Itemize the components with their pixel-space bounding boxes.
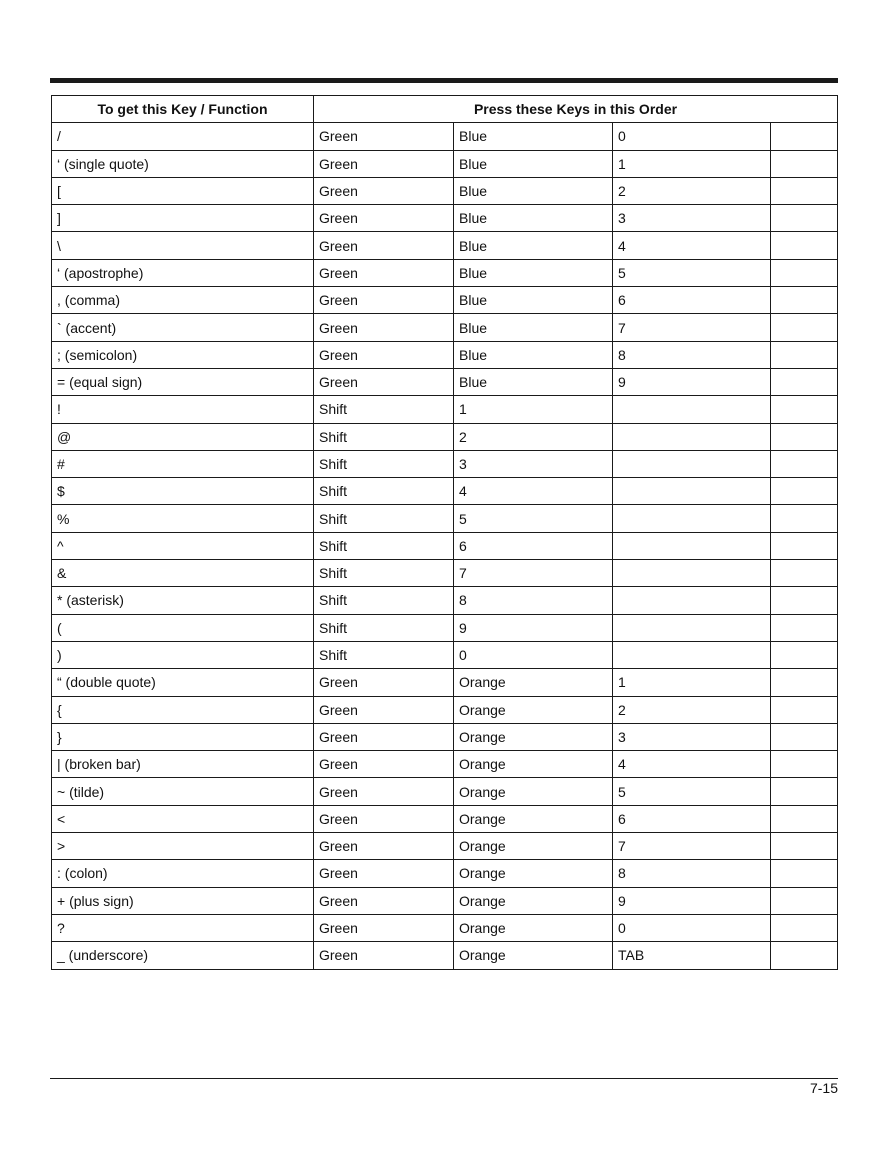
key-cell: 0: [454, 641, 613, 668]
key-cell: [613, 478, 771, 505]
table-row: [52, 505, 838, 532]
key-cell: Orange: [454, 805, 613, 832]
key-cell: [771, 614, 838, 641]
key-cell: Orange: [454, 914, 613, 941]
table-row: [52, 805, 838, 832]
function-cell: * (asterisk): [52, 587, 314, 614]
top-rule: [50, 78, 838, 83]
table-row: [52, 368, 838, 395]
table-row: [52, 751, 838, 778]
key-cell: [771, 887, 838, 914]
key-cell: Green: [314, 259, 454, 286]
key-cell: Orange: [454, 669, 613, 696]
key-cell: Blue: [454, 150, 613, 177]
table-row: [52, 287, 838, 314]
key-cell: [771, 450, 838, 477]
table-row: [52, 478, 838, 505]
function-cell: &: [52, 560, 314, 587]
function-cell: ‘ (single quote): [52, 150, 314, 177]
key-cell: Shift: [314, 478, 454, 505]
key-cell: [613, 450, 771, 477]
table-row: [52, 860, 838, 887]
function-cell: [: [52, 177, 314, 204]
key-cell: Green: [314, 341, 454, 368]
table-body: [52, 123, 838, 969]
function-cell: ?: [52, 914, 314, 941]
function-cell: ): [52, 641, 314, 668]
key-cell: 1: [613, 150, 771, 177]
key-cell: 7: [454, 560, 613, 587]
function-cell: , (comma): [52, 287, 314, 314]
key-cell: Green: [314, 887, 454, 914]
key-cell: 3: [613, 205, 771, 232]
key-cell: 7: [613, 833, 771, 860]
key-cell: Green: [314, 205, 454, 232]
key-cell: Green: [314, 942, 454, 969]
key-cell: Shift: [314, 450, 454, 477]
key-cell: Shift: [314, 641, 454, 668]
function-cell: ‘ (apostrophe): [52, 259, 314, 286]
key-cell: 2: [613, 696, 771, 723]
key-cell: 5: [613, 778, 771, 805]
key-cell: 7: [613, 314, 771, 341]
page-number: 7-15: [809, 1080, 838, 1096]
table-row: [52, 778, 838, 805]
key-cell: Blue: [454, 259, 613, 286]
table-row: [52, 614, 838, 641]
key-cell: Shift: [314, 396, 454, 423]
key-cell: Blue: [454, 205, 613, 232]
key-cell: [771, 778, 838, 805]
key-cell: 0: [613, 914, 771, 941]
table-row: [52, 887, 838, 914]
key-cell: [771, 341, 838, 368]
table-row: [52, 723, 838, 750]
table-row: [52, 560, 838, 587]
function-cell: = (equal sign): [52, 368, 314, 395]
table-row: [52, 833, 838, 860]
function-cell: | (broken bar): [52, 751, 314, 778]
key-cell: 9: [613, 368, 771, 395]
key-cell: Blue: [454, 287, 613, 314]
key-cell: Green: [314, 805, 454, 832]
key-cell: Blue: [454, 314, 613, 341]
key-cell: [613, 641, 771, 668]
key-cell: Green: [314, 860, 454, 887]
key-cell: [771, 860, 838, 887]
key-cell: Green: [314, 723, 454, 750]
function-cell: $: [52, 478, 314, 505]
function-cell: ]: [52, 205, 314, 232]
key-cell: Orange: [454, 942, 613, 969]
key-cell: Green: [314, 778, 454, 805]
table-row: [52, 259, 838, 286]
header-keys: Press these Keys in this Order: [314, 96, 838, 123]
table-row: [52, 396, 838, 423]
header-function: To get this Key / Function: [52, 96, 314, 123]
function-cell: #: [52, 450, 314, 477]
key-cell: Shift: [314, 532, 454, 559]
key-cell: [771, 696, 838, 723]
key-cell: 9: [613, 887, 771, 914]
key-cell: 2: [613, 177, 771, 204]
key-cell: [613, 614, 771, 641]
key-cell: Shift: [314, 614, 454, 641]
function-cell: \: [52, 232, 314, 259]
table-row: [52, 177, 838, 204]
key-cell: [771, 833, 838, 860]
table-row: [52, 641, 838, 668]
key-cell: Blue: [454, 232, 613, 259]
function-cell: /: [52, 123, 314, 150]
function-cell: _ (underscore): [52, 942, 314, 969]
key-cell: 4: [454, 478, 613, 505]
key-cell: [771, 505, 838, 532]
key-cell: Green: [314, 669, 454, 696]
key-cell: [771, 532, 838, 559]
key-cell: Shift: [314, 423, 454, 450]
key-cell: [771, 259, 838, 286]
key-cell: 3: [613, 723, 771, 750]
table-row: [52, 341, 838, 368]
key-cell: [771, 123, 838, 150]
function-cell: !: [52, 396, 314, 423]
key-cell: [771, 314, 838, 341]
key-cell: [613, 423, 771, 450]
function-cell: %: [52, 505, 314, 532]
key-cell: 2: [454, 423, 613, 450]
key-cell: Green: [314, 914, 454, 941]
key-cell: Shift: [314, 505, 454, 532]
table-row: [52, 123, 838, 150]
key-cell: Green: [314, 368, 454, 395]
bottom-rule: [50, 1078, 838, 1079]
key-cell: 8: [454, 587, 613, 614]
key-cell: TAB: [613, 942, 771, 969]
key-cell: [771, 423, 838, 450]
table-row: [52, 450, 838, 477]
key-cell: 9: [454, 614, 613, 641]
key-cell: [613, 560, 771, 587]
key-cell: Orange: [454, 778, 613, 805]
key-cell: 6: [454, 532, 613, 559]
table-row: [52, 942, 838, 969]
key-cell: 6: [613, 287, 771, 314]
key-cell: [771, 587, 838, 614]
key-cell: [771, 669, 838, 696]
key-cell: Shift: [314, 560, 454, 587]
function-cell: : (colon): [52, 860, 314, 887]
key-cell: [771, 368, 838, 395]
key-cell: 1: [454, 396, 613, 423]
key-cell: 1: [613, 669, 771, 696]
key-cell: [771, 232, 838, 259]
table-row: [52, 314, 838, 341]
function-cell: ` (accent): [52, 314, 314, 341]
key-cell: Blue: [454, 341, 613, 368]
key-cell: [613, 587, 771, 614]
function-cell: ; (semicolon): [52, 341, 314, 368]
table-row: [52, 587, 838, 614]
key-cell: Orange: [454, 860, 613, 887]
table-row: [52, 696, 838, 723]
key-cell: [771, 914, 838, 941]
function-cell: ~ (tilde): [52, 778, 314, 805]
key-cell: [771, 205, 838, 232]
key-cell: [771, 942, 838, 969]
function-cell: >: [52, 833, 314, 860]
function-cell: <: [52, 805, 314, 832]
key-cell: Green: [314, 314, 454, 341]
key-cell: [613, 532, 771, 559]
key-cell: Blue: [454, 177, 613, 204]
key-cell: 4: [613, 751, 771, 778]
key-cell: [771, 150, 838, 177]
table-row: [52, 423, 838, 450]
key-cell: 0: [613, 123, 771, 150]
key-cell: [613, 505, 771, 532]
key-cell: Green: [314, 177, 454, 204]
key-cell: 6: [613, 805, 771, 832]
key-cell: [771, 287, 838, 314]
table-row: [52, 205, 838, 232]
key-cell: 4: [613, 232, 771, 259]
table-row: [52, 232, 838, 259]
key-cell: 3: [454, 450, 613, 477]
key-cell: Green: [314, 696, 454, 723]
key-cell: [771, 723, 838, 750]
table-row: [52, 914, 838, 941]
table-row: [52, 669, 838, 696]
key-cell: Orange: [454, 833, 613, 860]
table-header-row: [52, 96, 838, 123]
key-cell: [613, 396, 771, 423]
function-cell: + (plus sign): [52, 887, 314, 914]
key-combination-table: [51, 95, 838, 970]
key-cell: Green: [314, 150, 454, 177]
key-cell: Blue: [454, 368, 613, 395]
key-cell: Orange: [454, 887, 613, 914]
key-cell: [771, 751, 838, 778]
key-cell: Green: [314, 123, 454, 150]
key-cell: 8: [613, 860, 771, 887]
function-cell: ^: [52, 532, 314, 559]
table-row: [52, 532, 838, 559]
key-cell: Green: [314, 287, 454, 314]
key-cell: 5: [613, 259, 771, 286]
key-cell: Orange: [454, 723, 613, 750]
function-cell: (: [52, 614, 314, 641]
function-cell: “ (double quote): [52, 669, 314, 696]
key-cell: [771, 560, 838, 587]
key-cell: 8: [613, 341, 771, 368]
key-cell: 5: [454, 505, 613, 532]
table-row: [52, 150, 838, 177]
key-cell: [771, 396, 838, 423]
key-cell: Shift: [314, 587, 454, 614]
key-cell: [771, 177, 838, 204]
key-cell: [771, 805, 838, 832]
function-cell: }: [52, 723, 314, 750]
key-cell: Blue: [454, 123, 613, 150]
key-cell: Green: [314, 833, 454, 860]
key-cell: Green: [314, 232, 454, 259]
key-cell: Orange: [454, 696, 613, 723]
function-cell: {: [52, 696, 314, 723]
key-cell: [771, 478, 838, 505]
key-cell: [771, 641, 838, 668]
function-cell: @: [52, 423, 314, 450]
key-cell: Orange: [454, 751, 613, 778]
key-cell: Green: [314, 751, 454, 778]
